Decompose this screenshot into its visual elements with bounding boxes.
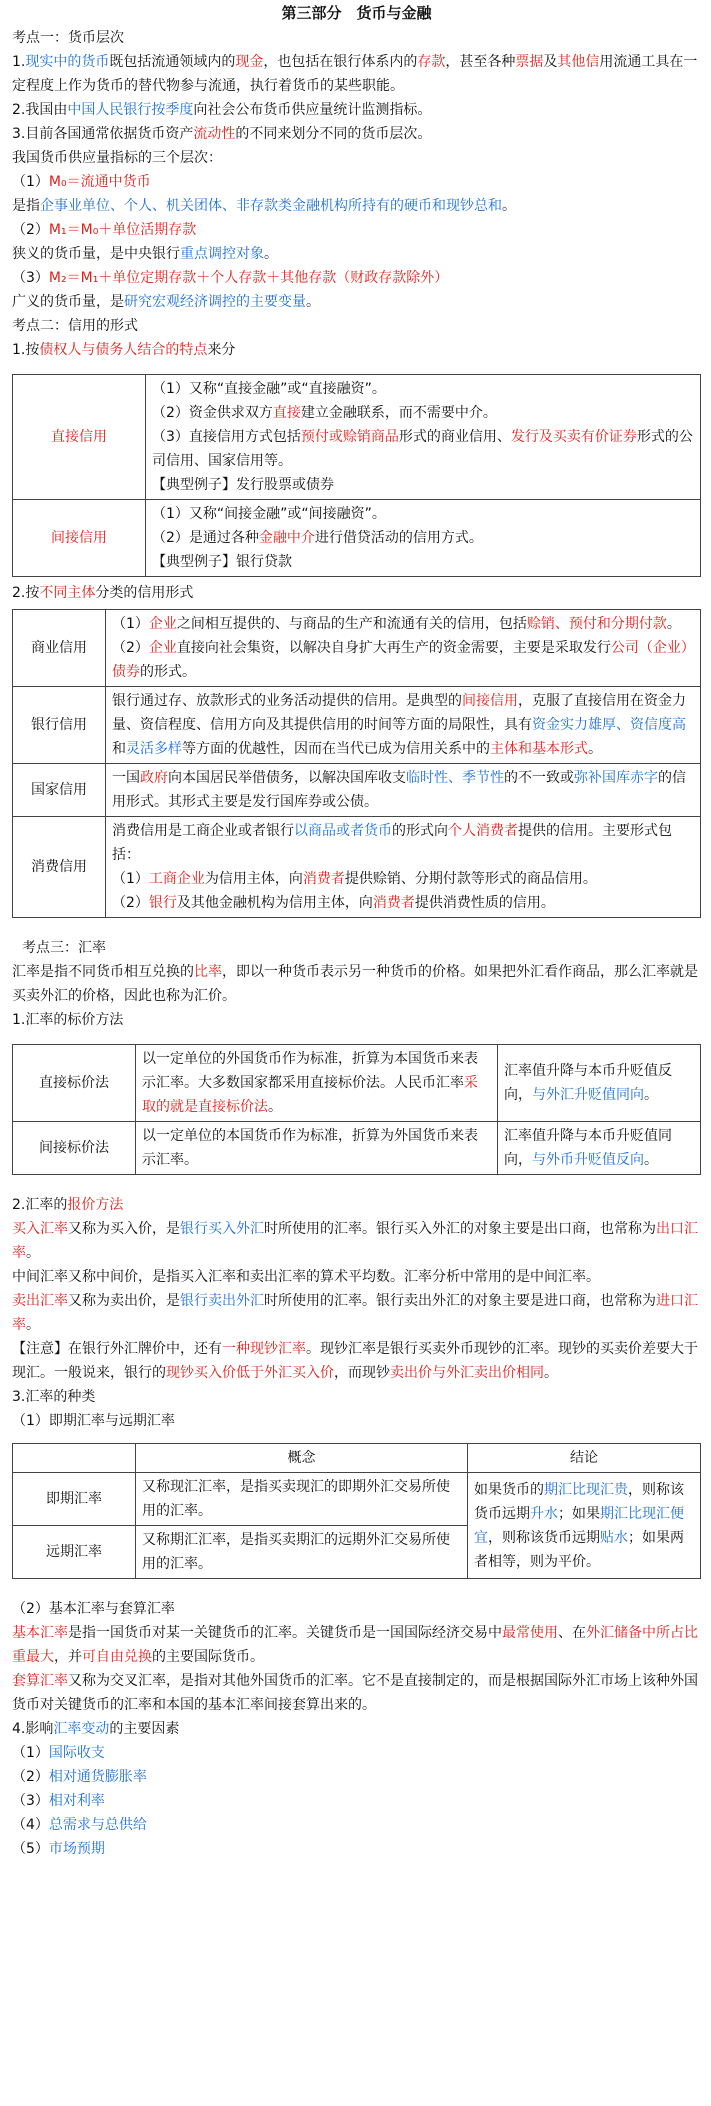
bank-credit-content: 银行通过存、放款形式的业务活动提供的信用。是典型的间接信用，克服了直接信用在资金力量、资信程度、信用方向及其提供信用的时间等方面的局限性，具有资金实力雄厚、资信度高和灵活多样等方面的优越性，因而在当代已成为信用关系中的主体和基本形式。 <box>106 687 701 764</box>
spot-forward-table <box>12 1443 701 1579</box>
credit-form-table-1 <box>12 374 701 577</box>
m0-definition: （1）M₀＝流通中货币 <box>12 174 151 190</box>
conclusion-header: 结论 <box>468 1444 701 1473</box>
table-row <box>13 687 701 764</box>
credit-form-table-2 <box>12 609 701 918</box>
m1-description: 狭义的货币量，是中央银行重点调控对象。 <box>12 246 278 262</box>
indirect-quote-desc: 以一定单位的本国货币作为标准，折算为外国货币来表示汇率。 <box>136 1122 498 1175</box>
cross-rate-paragraph: 套算汇率又称为交叉汇率，是指对其他外国货币的汇率。它不是直接制定的，而是根据国际外汇市场上该种外国货币对关键货币的汇率和本国的基本汇率间接套算出来的。 <box>12 1673 698 1713</box>
spot-forward-conclusion: 如果货币的期汇比现汇贵，则称该货币远期升水；如果期汇比现汇便宜，则称该货币远期贴水；如果两者相等，则为平价。 <box>468 1473 701 1579</box>
direct-quote-label: 直接标价法 <box>13 1045 136 1122</box>
s2-paragraph-1: 1.按债权人与债务人结合的特点来分 <box>12 342 236 358</box>
table-row <box>13 817 701 918</box>
indirect-quote-label: 间接标价法 <box>13 1122 136 1175</box>
s3-paragraph-2: 1.汇率的标价方法 <box>12 1012 124 1028</box>
commercial-credit-content: （1）企业之间相互提供的、与商品的生产和流通有关的信用，包括赊销、预付和分期付款。 （2）企业直接向社会集资，以解决自身扩大再生产的资金需要，主要是采取发行公司（企业）债券的形式。 <box>106 610 701 687</box>
indirect-credit-content: （1）又称“间接金融”或“间接融资”。 （2）是通过各种金融中介进行借贷活动的信用方式。 【典型例子】银行贷款 <box>146 500 701 577</box>
middle-rate-paragraph: 中间汇率又称中间价，是指买入汇率和卖出汇率的算术平均数。汇率分析中常用的是中间汇率。 <box>12 1269 600 1285</box>
indirect-credit-label: 间接信用 <box>13 500 146 577</box>
s2-paragraph-2: 2.按不同主体分类的信用形式 <box>12 585 194 601</box>
s3-paragraph-13: 4.影响汇率变动的主要因素 <box>12 1721 180 1737</box>
s1-paragraph-2: 2.我国由中国人民银行按季度向社会公布货币供应量统计监测指标。 <box>12 102 432 118</box>
s1-paragraph-3: 3.目前各国通常依据货币资产流动性的不同来划分不同的货币层次。 <box>12 126 432 142</box>
buy-rate-paragraph: 买入汇率又称为买入价，是银行买入外汇时所使用的汇率。银行买入外汇的对象主要是出口商，也常称为出口汇率。 <box>12 1221 698 1261</box>
note-paragraph: 【注意】在银行外汇牌价中，还有一种现钞汇率。现钞汇率是银行买卖外币现钞的汇率。现钞的买卖价差要大于现汇。一般说来，银行的现钞买入价低于外汇买入价，而现钞卖出价与外汇卖出价相同。 <box>12 1341 698 1381</box>
factor-item: （1）国际收支 <box>12 1745 105 1761</box>
factor-item: （3）相对利率 <box>12 1793 105 1809</box>
direct-quote-desc: 以一定单位的外国货币作为标准，折算为本国货币来表示汇率。大多数国家都采用直接标价法。人民币汇率采取的就是直接标价法。 <box>136 1045 498 1122</box>
s1-paragraph-1: 1.现实中的货币既包括流通领域内的现金，也包括在银行体系内的存款，甚至各种票据及其他信用流通工具在一定程度上作为货币的替代物参与流通，执行着货币的某些职能。 <box>12 54 698 94</box>
sell-rate-paragraph: 卖出汇率又称为卖出价，是银行卖出外汇时所使用的汇率。银行卖出外汇的对象主要是进口商，也常称为进口汇率。 <box>12 1293 698 1333</box>
state-credit-content: 一国政府向本国居民举借债务，以解决国库收支临时性、季节性的不一致或弥补国库赤字的信用形式。其形式主要是发行国库券或公债。 <box>106 764 701 817</box>
state-credit-label: 国家信用 <box>13 764 106 817</box>
m2-description: 广义的货币量，是研究宏观经济调控的主要变量。 <box>12 294 320 310</box>
direct-credit-content: （1）又称“直接金融”或“直接融资”。 （2）资金供求双方直接建立金融联系，而不需要中介。 （3）直接信用方式包括预付或赊销商品形式的商业信用、发行及买卖有价证券形式的公司信用、国家信用等。 【典型例子】发行股票或债券 <box>146 375 701 500</box>
table-row <box>13 610 701 687</box>
consumer-credit-label: 消费信用 <box>13 817 106 918</box>
table-row <box>13 375 701 500</box>
table-header-row <box>13 1444 701 1473</box>
bank-credit-label: 银行信用 <box>13 687 106 764</box>
table-row <box>13 1473 701 1526</box>
m2-definition: （3）M₂＝M₁＋单位定期存款＋个人存款＋其他存款（财政存款除外） <box>12 270 449 286</box>
s3-paragraph-8: 3.汇率的种类 <box>12 1389 96 1405</box>
spot-rate-desc: 又称现汇汇率，是指买卖现汇的即期外汇交易所使用的汇率。 <box>136 1473 468 1526</box>
basic-rate-paragraph: 基本汇率是指一国货币对某一关键货币的汇率。关键货币是一国国际经济交易中最常使用、在外汇储备中所占比重最大，并可自由兑换的主要国际货币。 <box>12 1625 698 1665</box>
indirect-quote-note: 汇率值升降与本币升贬值同向，与外币升贬值反向。 <box>498 1122 701 1175</box>
consumer-credit-content: 消费信用是工商企业或者银行以商品或者货币的形式向个人消费者提供的信用。主要形式包括： （1）工商企业为信用主体，向消费者提供赊销、分期付款等形式的商品信用。 （2）银行及其他金融机构为信用主体，向消费者提供消费性质的信用。 <box>106 817 701 918</box>
commercial-credit-label: 商业信用 <box>13 610 106 687</box>
factor-item: （5）市场预期 <box>12 1841 105 1857</box>
forward-rate-label: 远期汇率 <box>13 1526 136 1579</box>
table-row <box>13 1045 701 1122</box>
quotation-method-table <box>12 1044 701 1175</box>
direct-credit-label: 直接信用 <box>13 375 146 500</box>
section3-heading: 考点三：汇率 <box>22 940 106 956</box>
s3-paragraph-3: 2.汇率的报价方法 <box>12 1197 124 1213</box>
spot-rate-label: 即期汇率 <box>13 1473 136 1526</box>
factor-item: （2）相对通货膨胀率 <box>12 1769 147 1785</box>
table-row <box>13 764 701 817</box>
table-row <box>13 1122 701 1175</box>
section1-heading: 考点一：货币层次 <box>12 30 124 46</box>
s3-paragraph-9: （1）即期汇率与远期汇率 <box>12 1413 175 1429</box>
s1-paragraph-4: 我国货币供应量指标的三个层次： <box>12 150 222 166</box>
section2-heading: 考点二：信用的形式 <box>12 318 138 334</box>
s3-paragraph-1: 汇率是指不同货币相互兑换的比率，即以一种货币表示另一种货币的价格。如果把外汇看作商品，那么汇率就是买卖外汇的价格，因此也称为汇价。 <box>12 964 698 1004</box>
forward-rate-desc: 又称期汇汇率，是指买卖期汇的远期外汇交易所使用的汇率。 <box>136 1526 468 1579</box>
s3-paragraph-10: （2）基本汇率与套算汇率 <box>12 1601 175 1617</box>
factor-item: （4）总需求与总供给 <box>12 1817 147 1833</box>
m1-definition: （2）M₁＝M₀＋单位活期存款 <box>12 222 197 238</box>
page-title: 第三部分 货币与金融 <box>281 4 432 22</box>
m0-description: 是指企事业单位、个人、机关团体、非存款类金融机构所持有的硬币和现钞总和。 <box>12 198 516 214</box>
concept-header: 概念 <box>136 1444 468 1473</box>
direct-quote-note: 汇率值升降与本币升贬值反向，与外汇升贬值同向。 <box>498 1045 701 1122</box>
table-row <box>13 500 701 577</box>
